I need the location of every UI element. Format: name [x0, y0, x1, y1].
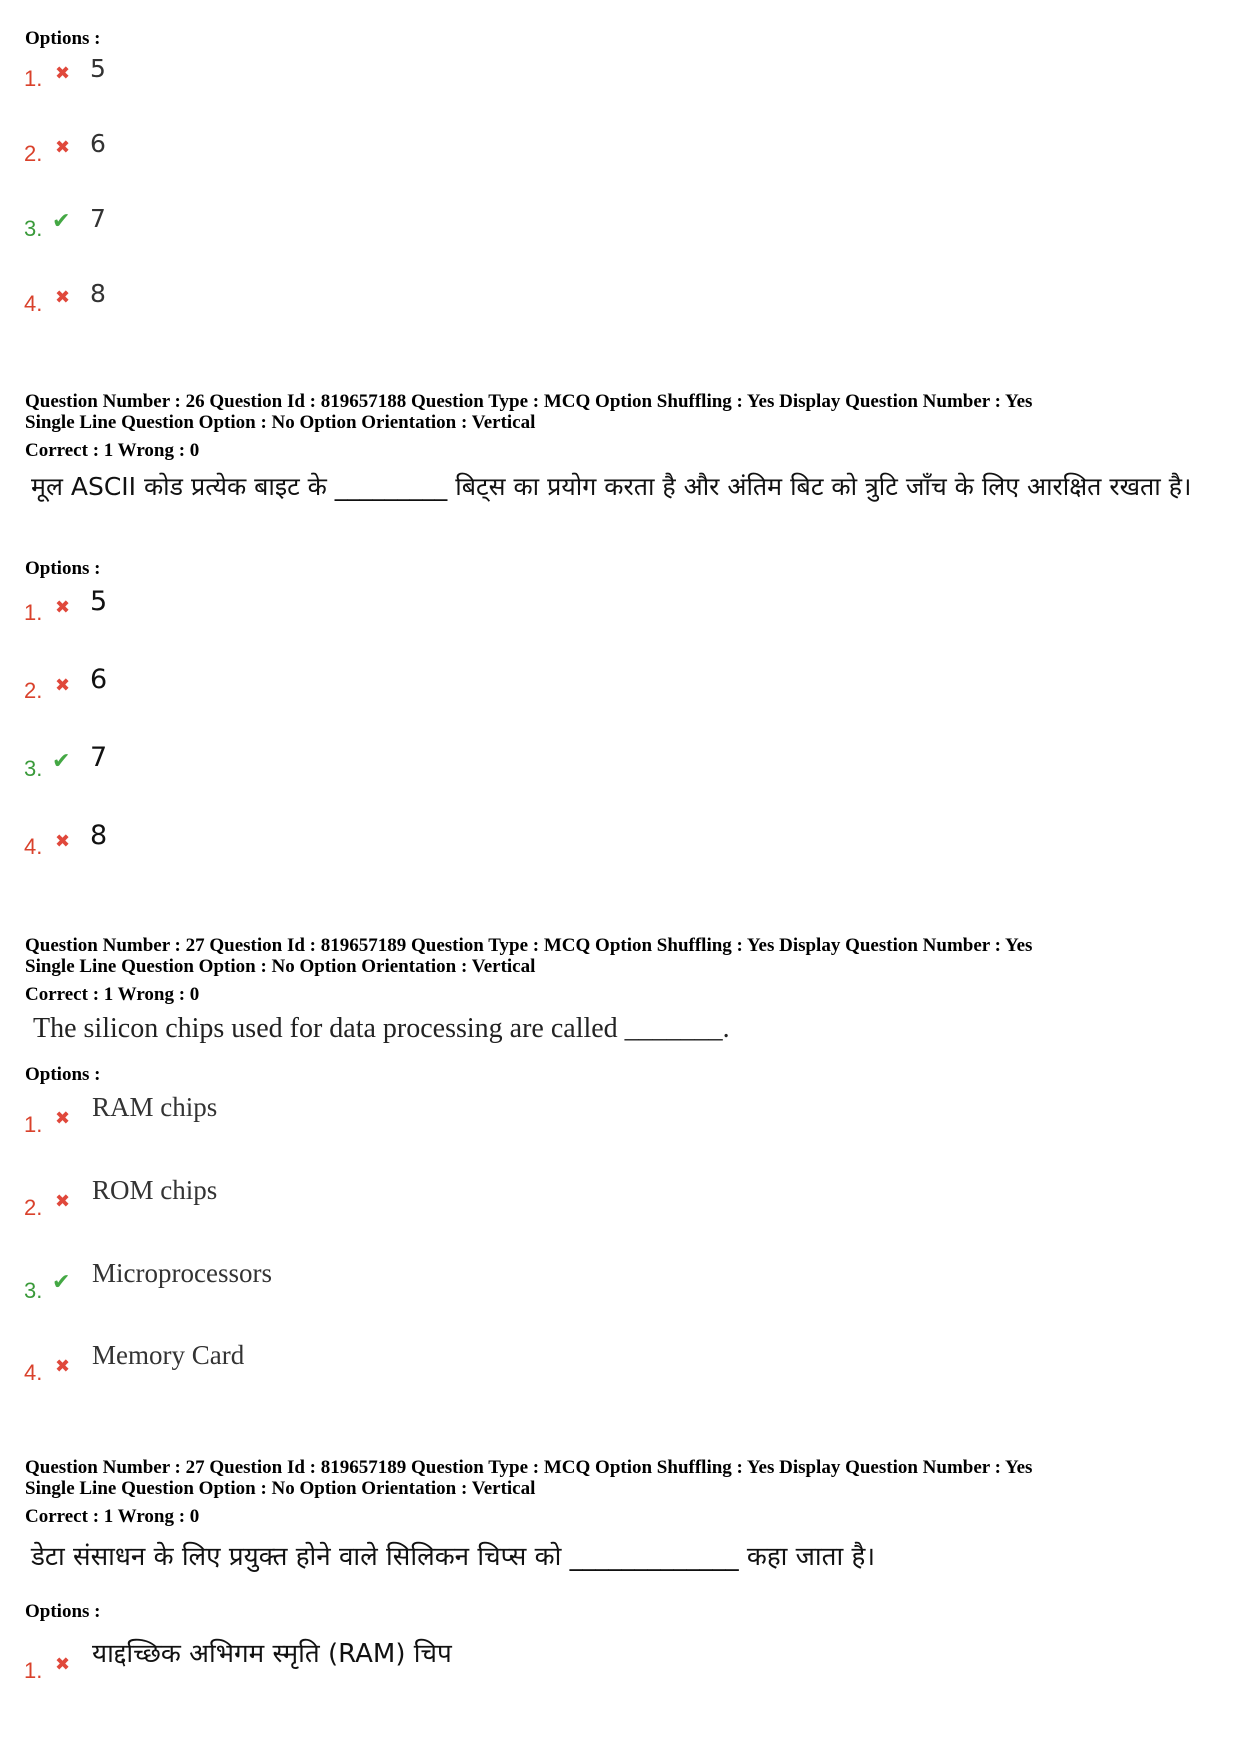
- options-label: Options :: [25, 1064, 101, 1085]
- question-text: मूल ASCII कोड प्रत्येक बाइट के _________ बिट्स का प्रयोग करता है और अंतिम बिट को त्रुटि जाँच के लिए आरक्षित रखता है।: [31, 472, 1192, 501]
- option-number: 4.: [24, 1360, 43, 1385]
- question-meta-line2: Single Line Question Option : No Option Orientation : Vertical: [25, 956, 536, 977]
- option-number: 3.: [24, 756, 43, 781]
- correct-check-icon: ✔: [52, 749, 71, 774]
- correct-check-icon: ✔: [52, 1270, 71, 1295]
- question-meta-line1: Question Number : 27 Question Id : 819657189 Question Type : MCQ Option Shuffling : Yes Display Question Number : Yes: [25, 935, 1033, 956]
- wrong-mark-icon: ✖: [55, 831, 71, 852]
- score-line: Correct : 1 Wrong : 0: [25, 1506, 200, 1527]
- option-text: 5: [90, 586, 108, 617]
- question-meta-line1: Question Number : 27 Question Id : 819657189 Question Type : MCQ Option Shuffling : Yes Display Question Number : Yes: [25, 1457, 1033, 1478]
- option-text: ROM chips: [92, 1175, 218, 1205]
- options-label: Options :: [25, 1601, 101, 1622]
- question-text: डेटा संसाधन के लिए प्रयुक्त होने वाले सिलिकन चिप्स को _____________ कहा जाता है।: [31, 1542, 876, 1572]
- option-number: 1.: [24, 1658, 43, 1683]
- option-number: 1.: [24, 600, 43, 625]
- option-text: 6: [90, 129, 106, 158]
- wrong-mark-icon: ✖: [55, 1654, 71, 1675]
- option-text: 7: [90, 742, 108, 773]
- option-text: RAM chips: [92, 1092, 218, 1122]
- wrong-mark-icon: ✖: [55, 1191, 71, 1212]
- option-text: 5: [90, 54, 106, 83]
- correct-check-icon: ✔: [52, 209, 71, 234]
- option-text: 7: [90, 204, 106, 233]
- question-text: The silicon chips used for data processing are called _______.: [33, 1013, 730, 1044]
- question-meta-line1: Question Number : 26 Question Id : 819657188 Question Type : MCQ Option Shuffling : Yes Display Question Number : Yes: [25, 391, 1033, 412]
- option-text: 8: [90, 279, 106, 308]
- option-number: 2.: [24, 141, 43, 166]
- question-meta-line2: Single Line Question Option : No Option Orientation : Vertical: [25, 1478, 536, 1499]
- option-text: 8: [90, 820, 108, 851]
- score-line: Correct : 1 Wrong : 0: [25, 984, 200, 1005]
- option-number: 4.: [24, 834, 43, 859]
- option-text: Microprocessors: [92, 1258, 272, 1288]
- option-number: 4.: [24, 291, 43, 316]
- score-line: Correct : 1 Wrong : 0: [25, 440, 200, 461]
- option-number: 2.: [24, 1195, 43, 1220]
- wrong-mark-icon: ✖: [55, 63, 71, 84]
- wrong-mark-icon: ✖: [55, 1108, 71, 1129]
- option-text: 6: [90, 664, 108, 695]
- wrong-mark-icon: ✖: [55, 287, 71, 308]
- option-number: 3.: [24, 216, 43, 241]
- option-number: 1.: [24, 1112, 43, 1137]
- option-text: Memory Card: [92, 1340, 245, 1370]
- wrong-mark-icon: ✖: [55, 137, 71, 158]
- options-label: Options :: [25, 558, 101, 579]
- wrong-mark-icon: ✖: [55, 597, 71, 618]
- options-label: Options :: [25, 28, 101, 49]
- option-text: याद्दच्छिक अभिगम स्मृति (RAM) चिप: [92, 1639, 452, 1669]
- option-number: 2.: [24, 678, 43, 703]
- option-number: 3.: [24, 1278, 43, 1303]
- wrong-mark-icon: ✖: [55, 675, 71, 696]
- question-meta-line2: Single Line Question Option : No Option Orientation : Vertical: [25, 412, 536, 433]
- option-number: 1.: [24, 66, 43, 91]
- wrong-mark-icon: ✖: [55, 1356, 71, 1377]
